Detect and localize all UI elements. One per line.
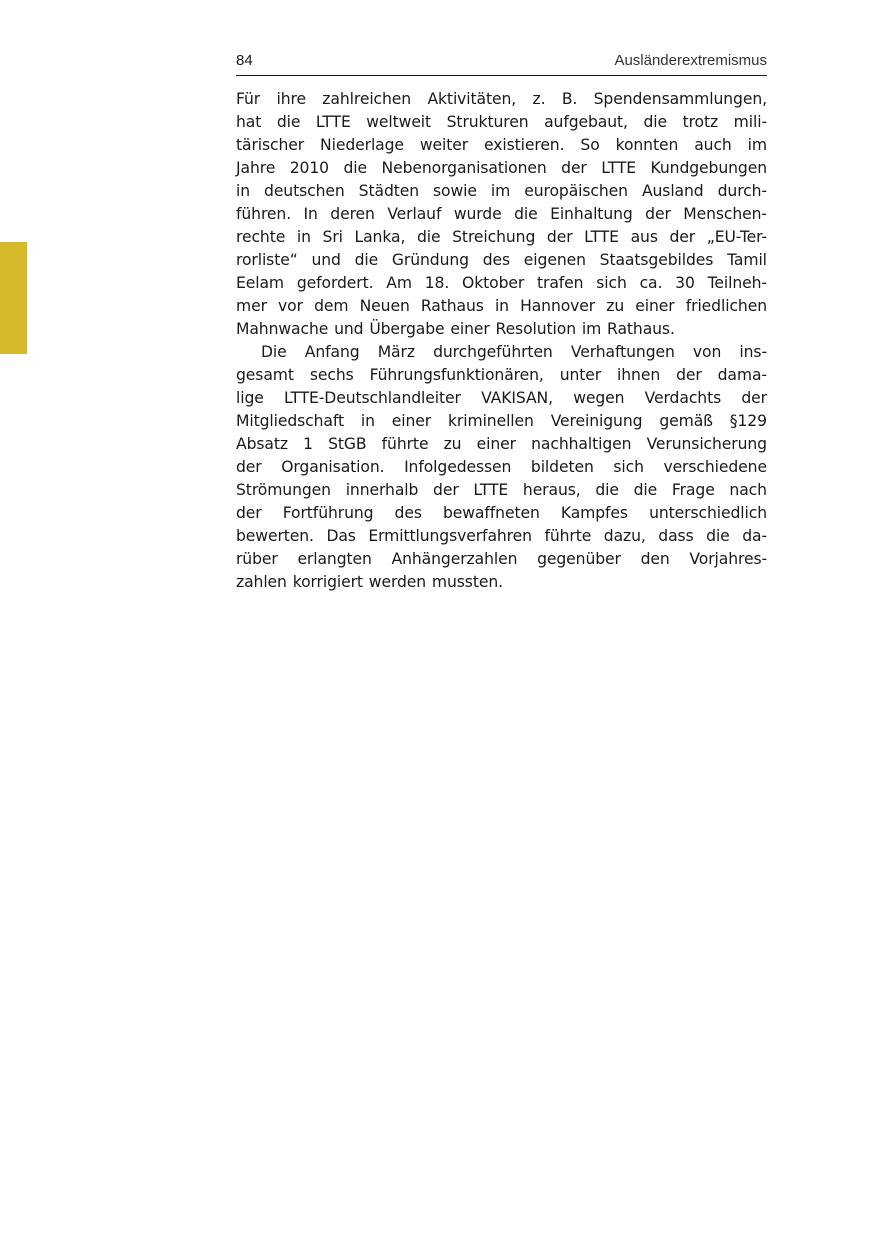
- text-line: in deutschen Städten sowie im europäischen Ausland durch-: [236, 182, 767, 200]
- paragraph-1: [236, 88, 767, 341]
- text-line: zahlen korrigiert werden mussten.: [236, 573, 503, 591]
- text-line: der Fortführung des bewaffneten Kampfes unterschiedlich: [236, 504, 767, 522]
- text-line: rüber erlangten Anhängerzahlen gegenüber den Vorjahres-: [236, 550, 767, 568]
- text-line: Mitgliedschaft in einer kriminellen Vereinigung gemäß §129: [236, 412, 767, 430]
- text-line: rorliste“ und die Gründung des eigenen Staatsgebildes Tamil: [236, 251, 767, 269]
- text-line: Für ihre zahlreichen Aktivitäten, z. B. Spendensammlungen,: [236, 90, 767, 108]
- text-line: führen. In deren Verlauf wurde die Einhaltung der Menschen-: [236, 205, 767, 223]
- page-header: [236, 50, 767, 76]
- text-line: Eelam gefordert. Am 18. Oktober trafen sich ca. 30 Teilneh-: [236, 274, 767, 292]
- text-line: Mahnwache und Übergabe einer Resolution im Rathaus.: [236, 320, 675, 338]
- text-line: Strömungen innerhalb der LTTE heraus, die die Frage nach: [236, 481, 767, 499]
- text-line: hat die LTTE weltweit Strukturen aufgebaut, die trotz mili-: [236, 113, 767, 131]
- text-line: lige LTTE-Deutschlandleiter VAKISAN, wegen Verdachts der: [236, 389, 767, 407]
- text-line: tärischer Niederlage weiter existieren. So konnten auch im: [236, 136, 767, 154]
- paragraph-2: [236, 341, 767, 594]
- text-line: mer vor dem Neuen Rathaus in Hannover zu einer friedlichen: [236, 297, 767, 315]
- running-head: Ausländerextremismus: [614, 52, 767, 69]
- text-line: Jahre 2010 die Nebenorganisationen der LTTE Kundgebungen: [236, 159, 767, 177]
- text-line: gesamt sechs Führungsfunktionären, unter ihnen der dama-: [236, 366, 767, 384]
- text-line: Die Anfang März durchgeführten Verhaftungen von ins-: [261, 343, 767, 361]
- text-line: Absatz 1 StGB führte zu einer nachhaltigen Verunsicherung: [236, 435, 767, 453]
- text-line: bewerten. Das Ermittlungsverfahren führte dazu, dass die da-: [236, 527, 767, 545]
- body-text: [236, 88, 767, 594]
- chapter-tab-marker: [0, 242, 27, 354]
- text-line: rechte in Sri Lanka, die Streichung der LTTE aus der „EU-Ter-: [236, 228, 767, 246]
- text-line: der Organisation. Infolgedessen bildeten sich verschiedene: [236, 458, 767, 476]
- page-number: 84: [236, 52, 253, 69]
